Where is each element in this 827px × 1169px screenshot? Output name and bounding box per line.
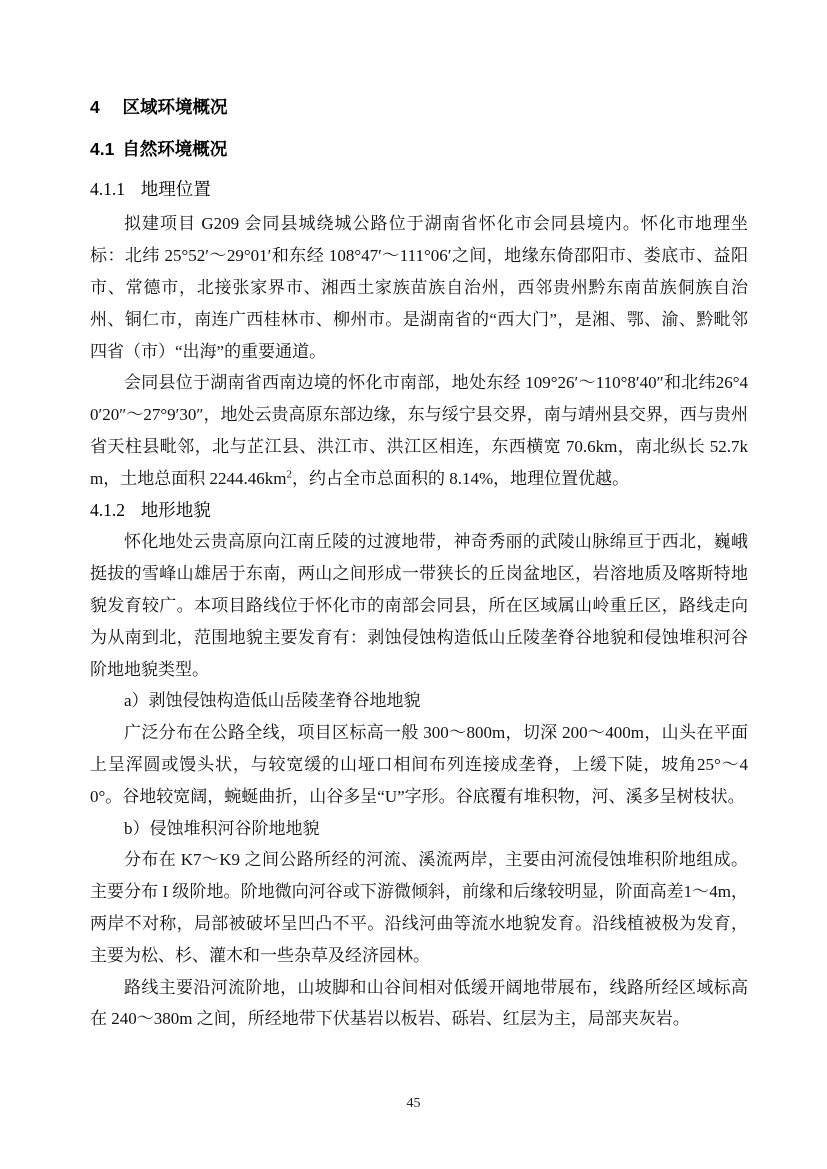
paragraph-text-before-superscript: 会同县位于湖南省西南边境的怀化市南部，地处东经 109°26′～110°8′40″和北纬26°40′20″～27°9′30″，地处云贵高原东部边缘，东与绥宁县交界，南与靖州县交界，西与贵州省天柱县毗邻，北与芷江县、洪江市、洪江区相连，东西横宽 70.6km，南北纵长 52.7km，土地总面积 2244.46km xyxy=(90,373,748,488)
section-heading-4-1 xyxy=(90,134,748,166)
section-heading-4-1-2 xyxy=(90,495,748,527)
heading-number: 4.1.1 xyxy=(90,178,125,199)
heading-title: 地形地貌 xyxy=(140,499,211,520)
list-item-a-heading: a）剥蚀侵蚀构造低山岳陵垄脊谷地地貌 xyxy=(124,691,421,711)
heading-title: 区域环境概况 xyxy=(122,97,228,117)
heading-number: 4.1 xyxy=(90,138,115,159)
heading-number: 4.1.2 xyxy=(90,499,125,520)
paragraph-landform-a: 广泛分布在公路全线，项目区标高一般 300～800m，切深 200～400m，山头在平面上呈浑圆或馒头状，与较宽缓的山垭口相间布列连接成垄脊，上缓下陡，坡角25°～40°。谷地较宽阔，蜿蜒曲折，山谷多呈“U”字形。谷底覆有堆积物，河、溪多呈树枝状。 xyxy=(90,723,748,806)
superscript-km2: 2 xyxy=(286,468,292,481)
heading-number: 4 xyxy=(90,97,100,117)
section-heading-4-1-1 xyxy=(90,174,748,206)
paragraph-landform-b: 分布在 K7～K9 之间公路所经的河流、溪流两岸，主要由河流侵蚀堆积阶地组成。主要分布 I 级阶地。阶地微向河谷或下游微倾斜，前缘和后缘较明显，阶面高差1～4m，两岸不对称，局部被破坏呈凹凸不平。沿线河曲等流水地貌发育。沿线植被极为发育，主要为松、杉、灌木和一些杂草及经济园林。 xyxy=(90,850,748,965)
paragraph-terrain-overview: 怀化地处云贵高原向江南丘陵的过渡地带，神奇秀丽的武陵山脉绵亘于西北，巍峨挺拔的雪峰山雄居于东南，两山之间形成一带狭长的丘岗盆地区，岩溶地质及喀斯特地貌发育较广。本项目路线位于怀化市的南部会同县，所在区域属山岭重丘区，路线走向为从南到北，范围地貌主要发育有：剥蚀侵蚀构造低山丘陵垄脊谷地貌和侵蚀堆积河谷阶地地貌类型。 xyxy=(90,532,748,679)
paragraph-text-after-superscript: ，约占全市总面积的 8.14%，地理位置优越。 xyxy=(291,468,630,488)
document-content xyxy=(90,92,748,1035)
paragraph-geographic-location-2 xyxy=(90,367,748,494)
paragraph-route-description: 路线主要沿河流阶地，山坡脚和山谷间相对低缓开阔地带展布，线路所经区域标高在 240～380m 之间，所经地带下伏基岩以板岩、砾岩、红层为主，局部夹灰岩。 xyxy=(90,977,748,1029)
page-number: 45 xyxy=(406,1096,421,1111)
list-item-b-heading: b）侵蚀堆积河谷阶地地貌 xyxy=(124,818,320,838)
heading-title: 自然环境概况 xyxy=(122,138,228,159)
section-heading-4 xyxy=(90,92,748,124)
paragraph-geographic-location-1: 拟建项目 G209 会同县城绕城公路位于湖南省怀化市会同县境内。怀化市地理坐标：北纬 25°52′～29°01′和东经 108°47′～111°06′之间，地缘东倚邵阳市、娄底市、益阳市、常德市，北接张家界市、湘西土家族苗族自治州，西邻贵州黔东南苗族侗族自治州、铜仁市，南连广西桂林市、柳州市。是湖南省的“西大门”，是湘、鄂、渝、黔毗邻四省（市）“出海”的重要通道。 xyxy=(90,214,748,361)
heading-title: 地理位置 xyxy=(140,178,211,199)
